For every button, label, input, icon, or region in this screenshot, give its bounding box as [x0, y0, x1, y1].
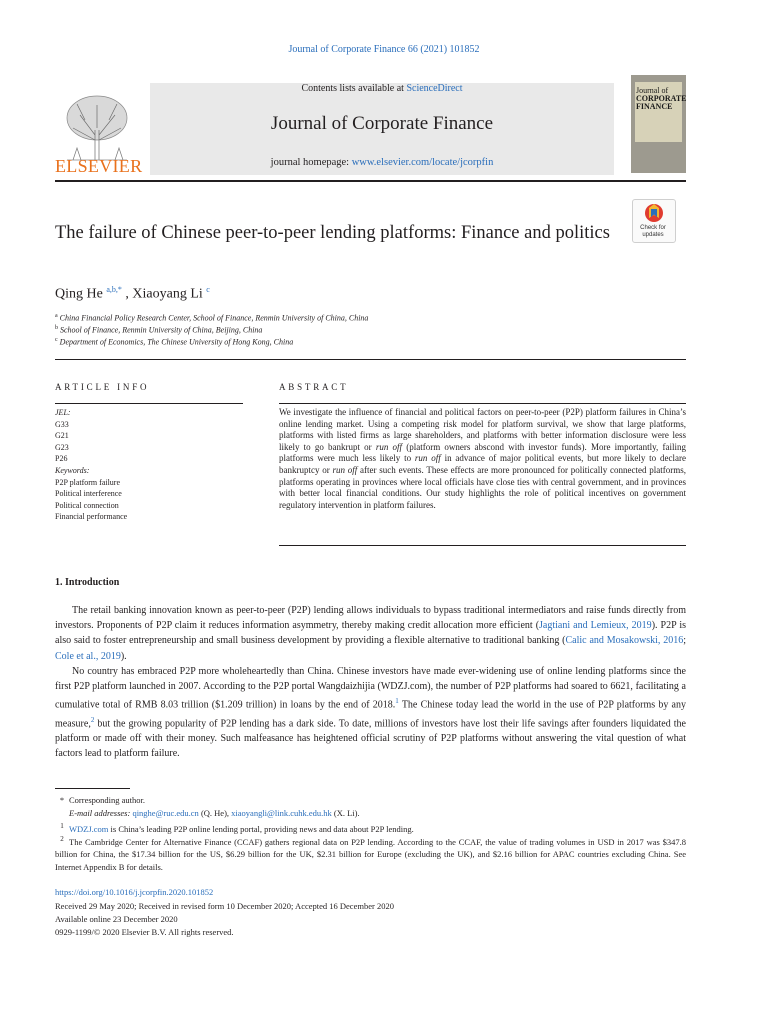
affiliation-b-mark: b [55, 325, 58, 331]
jel-code: G21 [55, 431, 69, 441]
p1-text-a: The retail banking innovation known as peer-to-peer (P2P) lending allows individuals to bypass traditional intermediators and raise funds directly from investors. Proponents of P2P claim it reduces information asymmetry, thereby making credit allocation more efficient ( [55, 605, 686, 632]
footnote-1-text: is China’s leading P2P online lending portal, providing news and data about P2P lending. [108, 823, 414, 834]
journal-reference-link[interactable]: Journal of Corporate Finance 66 (2021) 101852 [288, 44, 480, 55]
cover-title-line3: FINANCE [636, 102, 673, 111]
article-info-divider [55, 403, 243, 404]
citation-link[interactable]: Cole et al., 2019 [55, 650, 121, 662]
received-dates: Received 29 May 2020; Received in revised form 10 December 2020; Accepted 16 December 2020 [55, 901, 394, 911]
abstract-part1: We investigate the influence of financial and political factors on peer-to-peer (P2P) platform failures in China’s online lending market. Using a competing risk model for platform survival, we show that large platforms, platforms with listed firms as large shareholders, and platforms with better information disclosure were less likely to go bankrupt or [279, 407, 686, 452]
author-separator: , [121, 286, 133, 302]
wdzj-link[interactable]: WDZJ.com [69, 823, 109, 834]
cover-title-line2: CORPORATE [636, 94, 687, 103]
abstract-emphasis: run off [414, 453, 441, 464]
cover-title-line1: Journal of [636, 86, 669, 95]
intro-paragraph-2 [55, 664, 686, 762]
check-updates-icon [633, 200, 675, 226]
footnote-2 [55, 833, 686, 873]
intro-paragraph-1 [55, 603, 686, 664]
journal-homepage [150, 157, 614, 168]
header-divider [55, 180, 686, 182]
affiliation-c-mark: c [55, 337, 58, 343]
p2-text-c: but the growing popularity of P2P lending has a dark side. To date, millions of investors have lost their life savings after founders liquidated the platform or made off with their money. Such malfeasance has heightened official scrutiny of P2P platforms without answering the vital question of what factors lead to platform failure. [55, 718, 686, 760]
abstract-divider [279, 403, 686, 404]
intro-body [55, 603, 686, 762]
article-title: The failure of Chinese peer-to-peer lending platforms: Finance and politics [55, 223, 610, 243]
publisher-wordmark[interactable]: ELSEVIER [55, 156, 143, 176]
email-label: E-mail addresses: [69, 808, 133, 818]
affiliation-a-mark: a [55, 313, 58, 319]
jel-code: G23 [55, 442, 69, 452]
abstract-part4: after such events. These effects are more pronounced for politically connected platforms, platforms operating in provinces where local officials have close ties with central government, and in provinces with better local financial conditions. Our study highlights the role of political incentives on government regulatory intervention in platform failures. [279, 464, 687, 510]
contents-prefix: Contents lists available at [301, 83, 407, 94]
keyword: P2P platform failure [55, 477, 121, 487]
affiliation-divider [55, 359, 686, 360]
copyright-notice: 0929-1199/© 2020 Elsevier B.V. All rights reserved. [55, 927, 234, 937]
p2-text-a: No country has embraced P2P more wholeheartedly than China. Chinese investors have made ever-widening use of online lending platforms since the first P2P platform launched in 2007. According to the P2P portal Wangdaizhijia (WDZJ.com), the number of P2P platforms had soared to 6621, facilitating a cumulative total of RMB 8.03 trillion ($1.209 trillion) in loans by the end of 2018. [55, 665, 686, 711]
affiliation-a-text: China Financial Policy Research Center, School of Finance, Renmin University of China, China [59, 313, 369, 323]
footnote-emails [55, 807, 686, 820]
cover-title [636, 86, 687, 111]
abstract-part3: in advance of major political events, but more likely to declare bankruptcy or [279, 453, 686, 475]
keyword: Political interference [55, 489, 122, 499]
article-info-list [55, 407, 127, 523]
section-heading-introduction: 1. Introduction [55, 577, 120, 588]
article-info-heading: ARTICLE INFO [55, 382, 150, 392]
citation-link[interactable]: Jagtiani and Lemieux, 2019 [539, 620, 652, 632]
sciencedirect-link[interactable]: ScienceDirect [406, 83, 463, 94]
p1-text-d: ). [120, 650, 127, 662]
keywords-label: Keywords: [55, 465, 90, 475]
affiliation-c-text: Department of Economics, The Chinese University of Hong Kong, China [59, 337, 294, 347]
abstract-bottom-divider [279, 545, 686, 546]
abstract-text [279, 407, 686, 511]
affiliation-c [55, 337, 293, 347]
affiliation-b [55, 325, 262, 335]
footnote-ref-2[interactable]: 2 [90, 715, 95, 724]
p2-text-b: The Chinese today lead the world in the use of P2P platforms by any measure, [55, 699, 686, 730]
author1-affil-marks[interactable]: a,b,* [106, 285, 122, 294]
footnote-corresponding [55, 794, 686, 807]
available-online: Available online 23 December 2020 [55, 914, 178, 924]
abstract-emphasis: run off [375, 441, 403, 452]
homepage-prefix: journal homepage: [270, 157, 352, 168]
check-updates-label-line2: updates [642, 232, 664, 238]
homepage-link[interactable]: www.elsevier.com/locate/jcorpfin [351, 157, 494, 168]
email-owner-he: (Q. He), [198, 808, 232, 818]
author-list [55, 285, 210, 303]
footnote-2-text: The Cambridge Center for Alternative Finance (CCAF) gathers regional data on P2P lending. According to the CCAF, the value of trading volumes in USD in 2017 was $347.8 billion for China, the $17.34 billion for the US, $6.29 billion for the UK, $2.31 billion for Europe (excluding the UK), and $2.16 billion for APAC countries excluding China. See Internet Appendix B for details. [55, 836, 686, 872]
corresponding-text: Corresponding author. [69, 795, 146, 805]
p1-text-b: ). P2P is also said to foster entrepreneurship and small business development by providing a flexible alternative to traditional banking ( [55, 620, 686, 647]
author-qing-he[interactable]: Qing He [55, 286, 103, 302]
jel-code: G33 [55, 419, 69, 429]
abstract-emphasis: run off [332, 464, 358, 475]
contents-availability [150, 83, 614, 94]
footnote-ref-1[interactable]: 1 [395, 697, 399, 706]
affiliation-a [55, 313, 368, 323]
abstract-part2: (platform owners abscond with investor funds). More importantly, failing platforms were much less likely to [279, 441, 686, 464]
keyword: Political connection [55, 500, 119, 510]
citation-link[interactable]: Calic and Mosakowski, 2016 [565, 635, 684, 647]
email-link-he[interactable]: qinghe@ruc.edu.cn [132, 808, 199, 818]
footnote-2-mark: 2 [60, 835, 64, 843]
footnote-divider [55, 788, 130, 789]
author-xiaoyang-li[interactable]: Xiaoyang Li [132, 286, 203, 302]
doi-link[interactable]: https://doi.org/10.1016/j.jcorpfin.2020.101852 [55, 887, 214, 897]
email-owner-li: (X. Li). [331, 808, 360, 818]
jel-code: P26 [55, 454, 68, 464]
check-updates-label [632, 225, 674, 239]
journal-name: Journal of Corporate Finance [270, 113, 494, 134]
keyword: Financial performance [55, 512, 128, 522]
p1-text-c: ; [683, 635, 686, 647]
jel-label: JEL: [55, 408, 71, 417]
footnote-1-mark: 1 [60, 822, 64, 830]
abstract-heading: ABSTRACT [279, 382, 349, 392]
check-updates-label-line1: Check for [640, 225, 666, 231]
footnote-mark: * [59, 795, 65, 805]
author2-affil-marks[interactable]: c [206, 285, 210, 294]
email-link-li[interactable]: xiaoyangli@link.cuhk.edu.hk [231, 808, 332, 818]
affiliation-b-text: School of Finance, Renmin University of China, Beijing, China [60, 325, 263, 335]
